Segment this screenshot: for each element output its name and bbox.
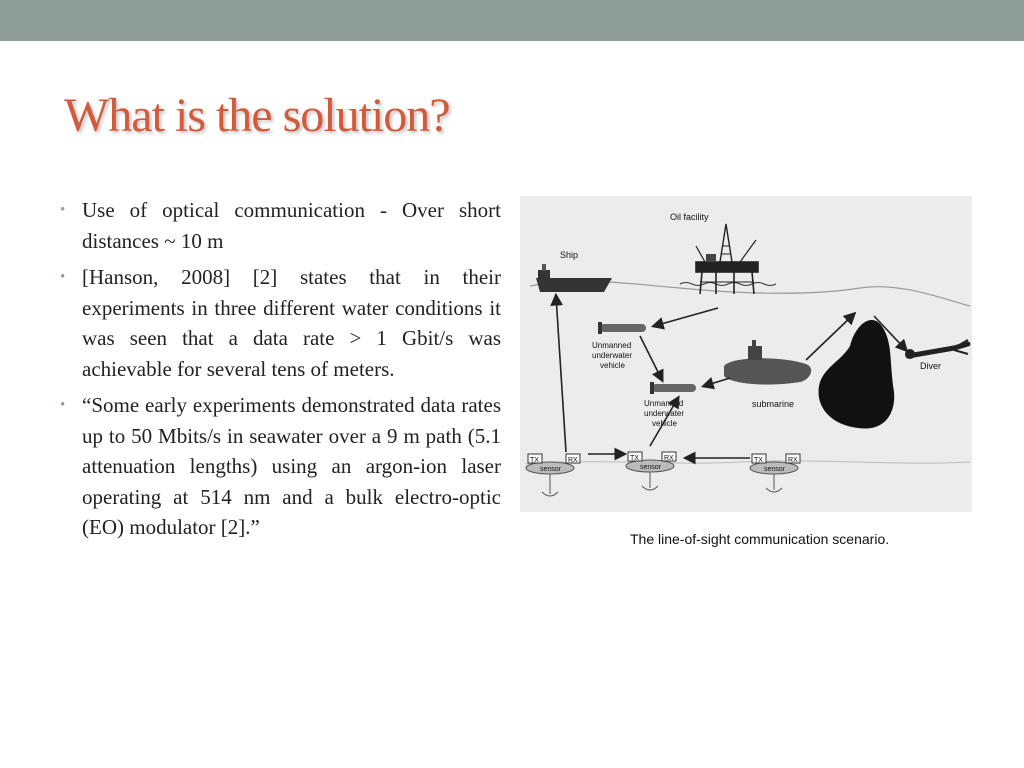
uuv-2-label-line3: vehicle <box>652 419 677 428</box>
sensor-node-3 <box>750 454 800 492</box>
sensor-1-tx-label: TX <box>530 457 539 464</box>
uuv-1-icon <box>598 322 646 334</box>
bullet-text: “Some early experiments demonstrated data rates up to 50 Mbits/s in seawater over a 9 m path (5.1 attenuation lengths) using an argon-ion laser operating at 514 nm and a bulk electro-optic (EO) modulator [2].” <box>82 393 501 539</box>
ship-label: Ship <box>560 250 579 260</box>
bullet-item <box>60 262 501 384</box>
bullet-text: Use of optical communication - Over short distances ~ 10 m <box>82 198 501 253</box>
bullet-dot-icon: • <box>60 397 66 413</box>
submarine-label: submarine <box>752 399 795 409</box>
bullet-list <box>60 195 501 549</box>
diver-label: Diver <box>920 361 942 371</box>
top-accent-bar <box>0 0 1024 41</box>
uuv-1-label-line3: vehicle <box>600 361 625 370</box>
sensor-2-tx-label: TX <box>630 455 639 462</box>
sensor-1-rx-label: RX <box>568 457 578 464</box>
diver-icon <box>905 340 968 359</box>
uuv-1-label-line2: underwater <box>592 351 633 360</box>
bullet-item <box>60 390 501 543</box>
sensor-3-rx-label: RX <box>788 457 798 464</box>
bullet-item <box>60 195 501 256</box>
uuv-2-icon <box>650 382 696 394</box>
ship-icon <box>536 264 612 292</box>
figure-caption: The line-of-sight communication scenario. <box>630 531 890 547</box>
sensor-node-2 <box>626 452 676 490</box>
scenario-diagram-svg <box>520 196 972 512</box>
uuv-2-label-line1: Unmanned <box>644 399 684 408</box>
sensor-2-rx-label: RX <box>664 455 674 462</box>
uuv-2-label-line2: underwater <box>644 409 685 418</box>
sea-waves <box>680 283 776 286</box>
sensor-2-label: sensor <box>640 464 662 471</box>
uuv-1-label-line1: Unmanned <box>592 341 632 350</box>
sensor-3-label: sensor <box>764 466 786 473</box>
scenario-diagram <box>520 196 972 512</box>
sensor-node-1 <box>526 454 580 496</box>
bullet-dot-icon: • <box>60 202 66 218</box>
slide-title: What is the solution? <box>64 89 450 142</box>
sensor-1-label: sensor <box>540 466 562 473</box>
sensor-3-tx-label: TX <box>754 457 763 464</box>
sea-floor-line <box>525 461 970 464</box>
oil-facility-label: Oil facility <box>670 212 709 222</box>
bullet-text: [Hanson, 2008] [2] states that in their experiments in three different water conditions it was seen that a data rate > 1 Gbit/s was achievable for several tens of meters. <box>82 265 501 381</box>
submarine-icon <box>724 340 811 384</box>
bullet-dot-icon: • <box>60 269 66 285</box>
